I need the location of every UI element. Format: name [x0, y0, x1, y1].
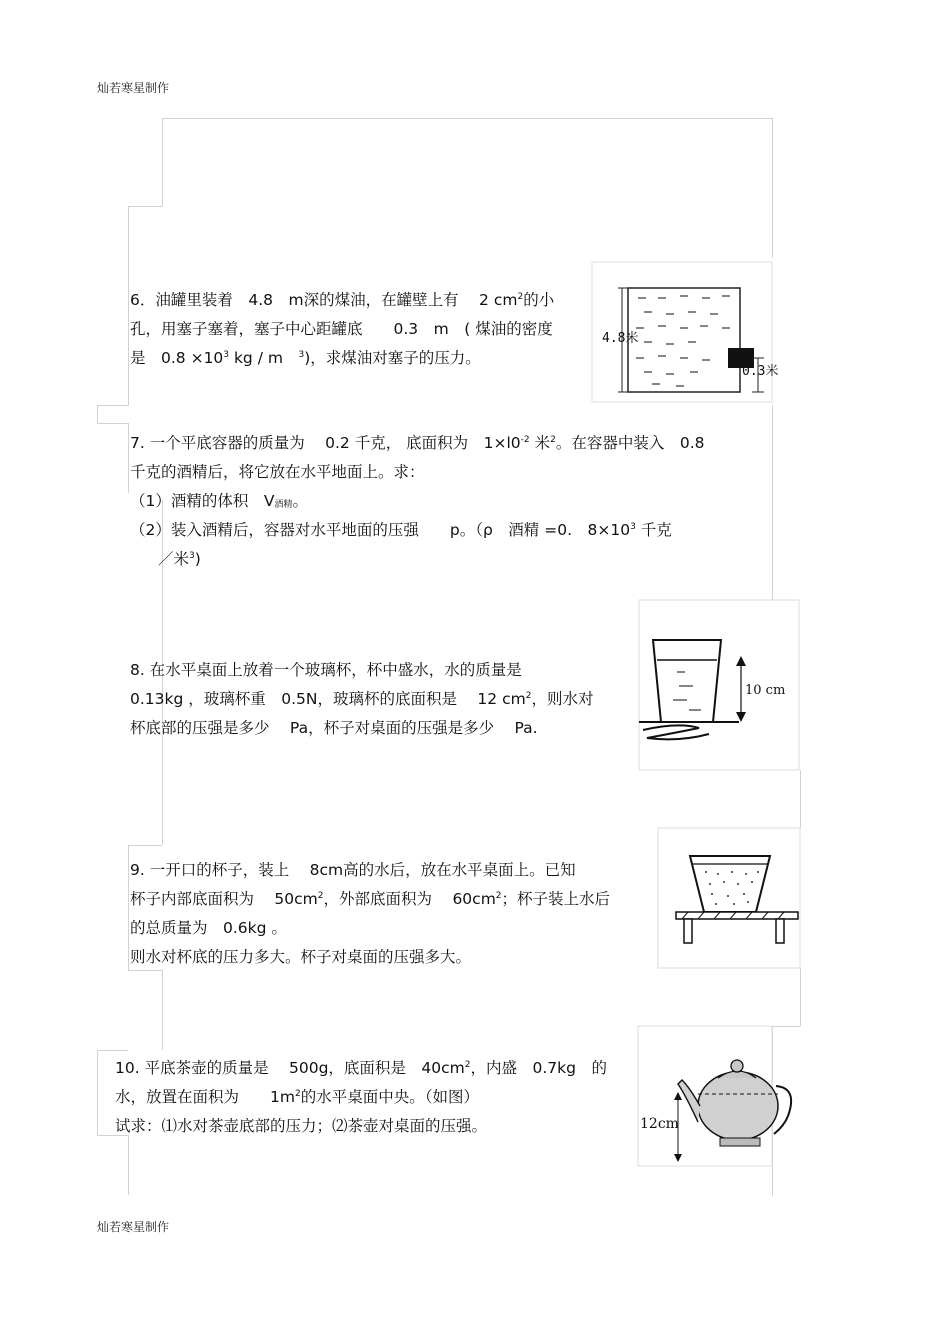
- question-7: 7. 一个平底容器的质量为 0.2 千克， 底面积为 $1\times l0^{-2}$ 米$^2$。在容器中装入 0.8 千克的酒精后，将它放在水平地面上。求： （1）酒精的体积 $V_{酒精}$。 （2）装入酒精后，容器对水平地面的压强 p。（ρ 酒精 =0. $8\times 10^3$ 千克 ／米$^3$): [130, 434, 705, 568]
- tank-height-label: 4.8米: [602, 331, 639, 346]
- oil-tank-figure: [592, 262, 779, 402]
- plug-height-label: 0.3米: [742, 364, 779, 379]
- question-10: 10. 平底茶壶的质量是 500g，底面积是 $40cm^2$，内盛 0.7kg 的 水，放置在面积为 $1m^2$的水平桌面中央。（如图） 试求：⑴水对茶壶底部的压力；⑵茶壶对桌面的压强。: [115, 1059, 607, 1135]
- water-depth-label: 12cm: [640, 1116, 679, 1132]
- question-9: 9. 一开口的杯子，装上 8cm高的水后，放在水平桌面上。已知 杯子内部底面积为 $50cm^2$，外部底面积为 $60cm^2$；杯子装上水后 的总质量为 0.6kg 。 则水对杯底的压力多大。杯子对桌面的压强多大。: [130, 861, 611, 966]
- teapot-figure: [638, 1026, 772, 1166]
- cup-height-label: 10 cm: [745, 683, 786, 698]
- question-6: 6．油罐里装着 4.8 m深的煤油，在罐壁上有 2 $cm^2$的小 孔，用塞子塞着，塞子中心距罐底 0.3 m ( 煤油的密度 是 $0.8 \times 10^3$ kg / m $^3$)，求煤油对塞子的压力。: [130, 291, 555, 367]
- glass-cup-figure: [639, 600, 799, 770]
- page-footer: 灿若寒星制作: [97, 1220, 170, 1234]
- open-cup-figure: [658, 828, 800, 968]
- page-header: 灿若寒星制作: [97, 81, 170, 95]
- question-8: 8. 在水平桌面上放着一个玻璃杯，杯中盛水，水的质量是 0.13kg ，玻璃杯重 0.5N，玻璃杯的底面积是 12 $cm^2$，则水对 杯底部的压强是多少 Pa，杯子对桌面的压强是多少 Pa.: [130, 661, 594, 737]
